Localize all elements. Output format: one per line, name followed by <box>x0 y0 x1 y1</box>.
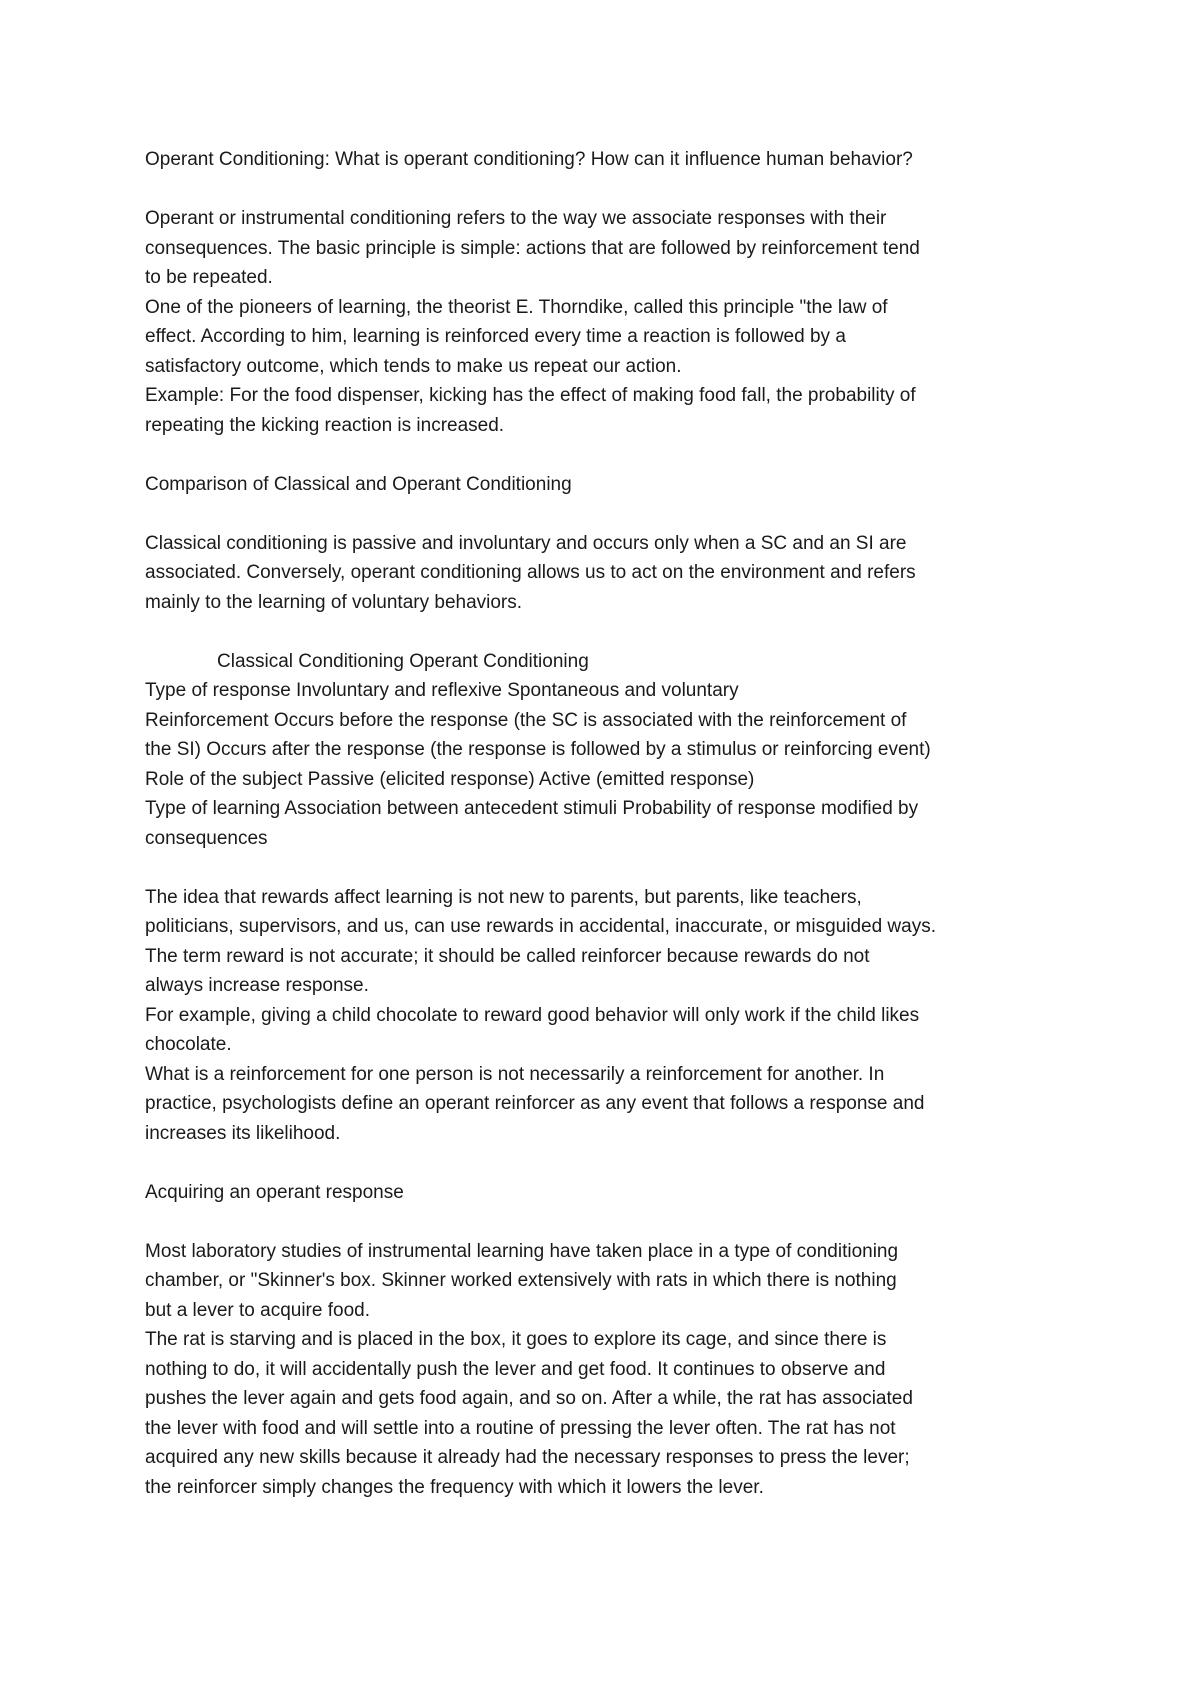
text-line: practice, psychologists define an operant reinforcer as any event that follows a response and <box>145 1093 925 1114</box>
text-line: Most laboratory studies of instrumental learning have taken place in a type of conditioning <box>145 1240 899 1262</box>
table-row: the SI) Occurs after the response (the response is followed by a stimulus or reinforcing event) <box>145 739 931 760</box>
rewards-paragraph <box>145 883 1085 1149</box>
spacer <box>145 499 1085 529</box>
comparison-table <box>145 647 1085 854</box>
text-line: nothing to do, it will accidentally push the lever and get food. It continues to observe and <box>145 1358 886 1380</box>
spacer <box>145 617 1085 647</box>
acquiring-heading: Acquiring an operant response <box>145 1181 404 1203</box>
text-line: Example: For the food dispenser, kicking has the effect of making food fall, the probability of <box>145 385 916 406</box>
text-line: Operant or instrumental conditioning refers to the way we associate responses with their <box>145 208 887 229</box>
text-line: The idea that rewards affect learning is not new to parents, but parents, like teachers, <box>145 886 862 908</box>
document-page <box>145 145 1085 1502</box>
spacer <box>145 1148 1085 1178</box>
text-line: satisfactory outcome, which tends to make us repeat our action. <box>145 355 682 377</box>
text-line: always increase response. <box>145 975 369 996</box>
table-row: Reinforcement Occurs before the response (the SC is associated with the reinforcement of <box>145 709 907 731</box>
text-line: effect. According to him, learning is reinforced every time a reaction is followed by a <box>145 326 846 347</box>
intro-paragraph <box>145 204 1085 440</box>
document-title: Operant Conditioning: What is operant conditioning? How can it influence human behavior? <box>145 149 913 170</box>
text-line: mainly to the learning of voluntary behaviors. <box>145 591 523 613</box>
comparison-heading: Comparison of Classical and Operant Conditioning <box>145 473 572 495</box>
text-line: the reinforcer simply changes the frequency with which it lowers the lever. <box>145 1476 764 1498</box>
text-line: Classical conditioning is passive and involuntary and occurs only when a SC and an SI are <box>145 532 907 554</box>
text-line: but a lever to acquire food. <box>145 1299 370 1321</box>
text-line: What is a reinforcement for one person is not necessarily a reinforcement for another. In <box>145 1063 885 1085</box>
table-row: consequences <box>145 827 268 849</box>
text-line: pushes the lever again and gets food again, and so on. After a while, the rat has associated <box>145 1388 913 1409</box>
acquiring-paragraph <box>145 1237 1085 1503</box>
spacer <box>145 1207 1085 1237</box>
table-row: Type of response Involuntary and reflexive Spontaneous and voluntary <box>145 680 739 701</box>
text-line: consequences. The basic principle is simple: actions that are followed by reinforcement tend <box>145 237 920 259</box>
spacer <box>145 175 1085 205</box>
text-line: politicians, supervisors, and us, can use rewards in accidental, inaccurate, or misguided ways. <box>145 916 936 937</box>
text-line: increases its likelihood. <box>145 1122 341 1144</box>
table-header: Classical Conditioning Operant Conditioning <box>217 650 589 672</box>
text-line: to be repeated. <box>145 267 273 288</box>
text-line: One of the pioneers of learning, the theorist E. Thorndike, called this principle "the law of <box>145 296 888 318</box>
text-line: acquired any new skills because it already had the necessary responses to press the lever; <box>145 1447 910 1468</box>
text-line: the lever with food and will settle into a routine of pressing the lever often. The rat has not <box>145 1417 896 1439</box>
spacer <box>145 440 1085 470</box>
comparison-paragraph <box>145 529 1085 618</box>
text-line: The rat is starving and is placed in the box, it goes to explore its cage, and since there is <box>145 1329 887 1350</box>
text-line: associated. Conversely, operant conditioning allows us to act on the environment and refers <box>145 562 916 583</box>
text-line: chocolate. <box>145 1034 232 1055</box>
table-row: Role of the subject Passive (elicited response) Active (emitted response) <box>145 768 755 790</box>
spacer <box>145 853 1085 883</box>
text-line: The term reward is not accurate; it should be called reinforcer because rewards do not <box>145 945 870 967</box>
text-line: For example, giving a child chocolate to reward good behavior will only work if the child likes <box>145 1004 920 1026</box>
table-row: Type of learning Association between antecedent stimuli Probability of response modified by <box>145 798 919 819</box>
text-line: repeating the kicking reaction is increased. <box>145 414 505 436</box>
text-line: chamber, or "Skinner's box. Skinner worked extensively with rats in which there is nothing <box>145 1270 897 1291</box>
